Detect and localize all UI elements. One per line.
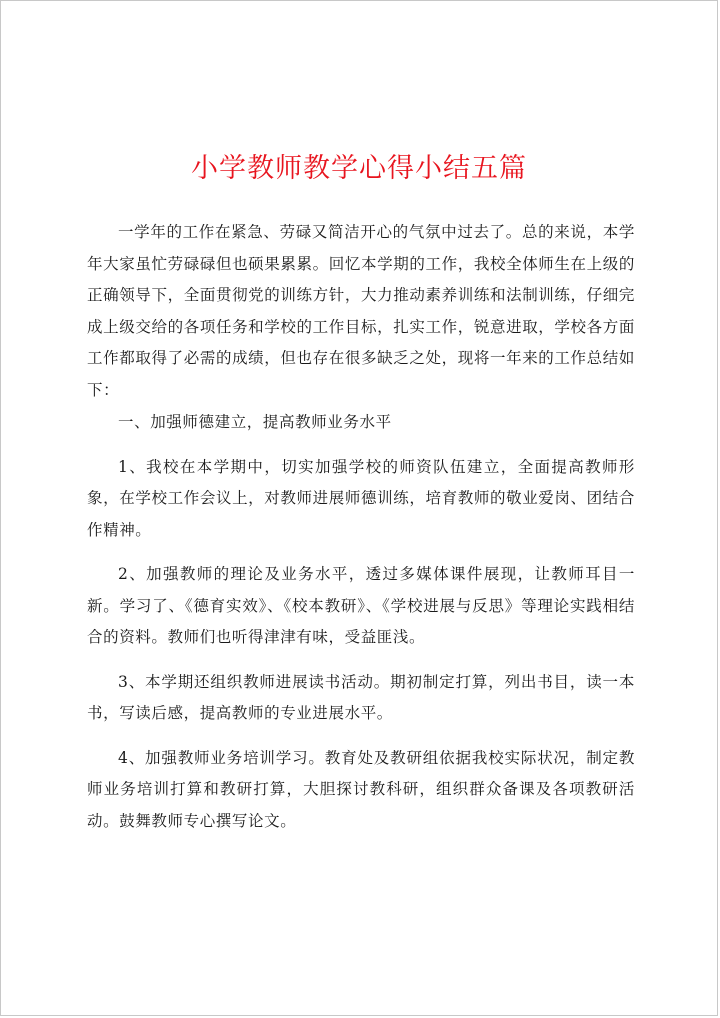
document-title: 小学教师教学心得小结五篇: [191, 153, 527, 184]
point-1-paragraph: 1、我校在本学期中，切实加强学校的师资队伍建立，全面提高教师形象，在学校工作会议上，对教师进展师德训练，培育教师的敬业爱岗、团结合作精神。: [87, 457, 635, 539]
point-3-paragraph: 3、本学期还组织教师进展读书活动。期初制定打算，列出书目，读一本书，写读后感，提高教师的专业进展水平。: [87, 672, 635, 722]
point-2-paragraph: 2、加强教师的理论及业务水平，透过多媒体课件展现，让教师耳目一新。学习了、《德育实效》、《校本教研》、《学校进展与反思》等理论实践相结合的资料。教师们也听得津津有味，受益匪浅。: [87, 565, 635, 646]
point-4-paragraph: 4、加强教师业务培训学习。教育处及教研组依据我校实际状况，制定教师业务培训打算和教研打算，大胆探讨教科研，组织群众备课及各项教研活动。鼓舞教师专心撰写论文。: [87, 748, 635, 830]
document-body: [87, 217, 635, 837]
section-heading: 一、加强师德建立，提高教师业务水平: [118, 413, 392, 431]
intro-paragraph: 一学年的工作在紧急、劳碌又简洁开心的气氛中过去了。总的来说，本学年大家虽忙劳碌碌但也硕果累累。回忆本学期的工作，我校全体师生在上级的正确领导下，全面贯彻党的训练方针，大力推动素养训练和法制训练，仔细完成上级交给的各项任务和学校的工作目标，扎实工作，锐意进取，学校各方面工作都取得了必需的成绩，但也存在很多缺乏之处，现将一年来的工作总结如下：: [87, 223, 635, 399]
